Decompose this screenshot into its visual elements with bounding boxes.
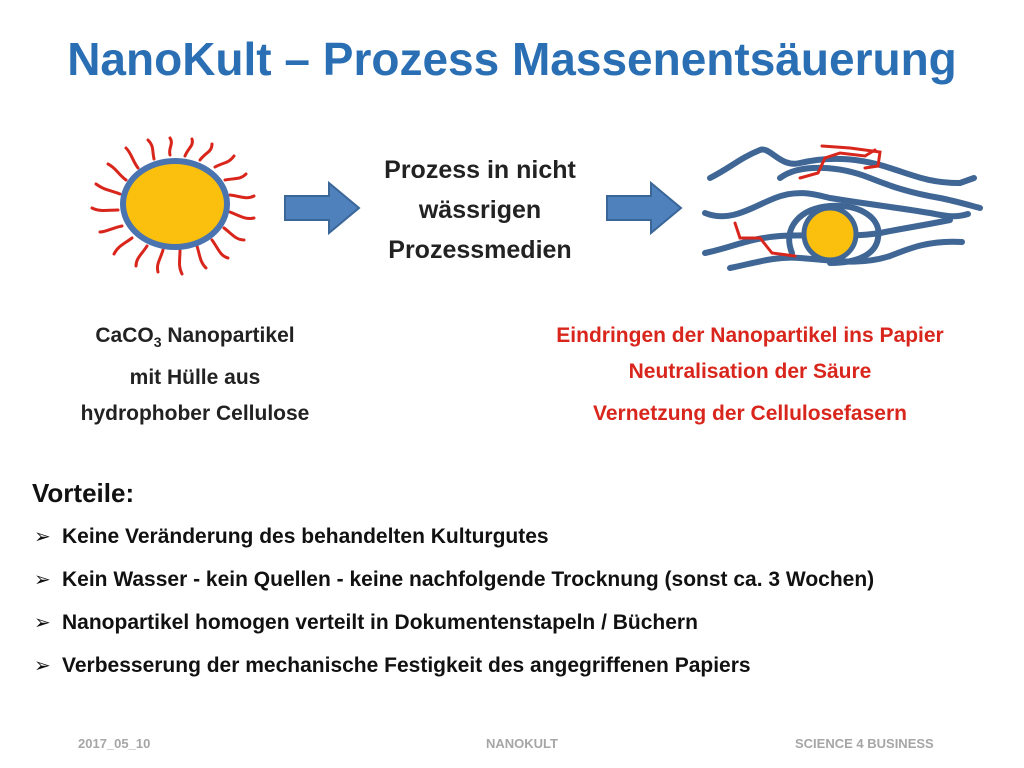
arrow-bullet-icon: ➢ [34,526,51,548]
advantages-heading: Vorteile: [32,478,135,508]
list-item: ➢ Kein Wasser - kein Quellen - keine nachfolgende Trocknung (sonst ca. 3 Wochen) [34,565,874,608]
slide-title: NanoKult – Prozess Massenentsäuerung [67,33,957,85]
footer-project: NANOKULT [486,736,558,751]
result-caption-line3: Vernetzung der Cellulosefasern [593,402,907,425]
arrow-bullet-icon: ➢ [34,655,51,677]
arrow-bullet-icon: ➢ [34,612,51,634]
process-arrow-icon [285,183,361,233]
result-caption-line1: Eindringen der Nanopartikel ins Papier [556,324,944,347]
footer-date: 2017_05_10 [78,736,151,751]
particle-caption-line1: CaCO$_3$ Nanopartikel [95,324,295,351]
result-caption [490,318,1010,432]
process-description [360,150,600,270]
result-caption-line2: Neutralisation der Säure [628,360,872,383]
fiber-network-icon [700,138,990,278]
process-arrow-icon [607,183,683,233]
particle-caption-line3: hydrophober Cellulose [80,402,310,426]
arrow-bullet-icon: ➢ [34,569,51,591]
list-item: ➢ Nanopartikel homogen verteilt in Dokumentenstapeln / Büchern [34,608,874,651]
list-item: ➢ Verbesserung der mechanische Festigkeit des angegriffenen Papiers [34,651,874,694]
list-item: ➢ Keine Veränderung des behandelten Kulturgutes [34,522,874,565]
footer-company: SCIENCE 4 BUSINESS [795,736,934,751]
process-line: Prozessmedien [388,236,572,264]
particle-caption-line2: mit Hülle aus [129,366,261,390]
particle-caption [40,318,350,432]
process-line: Prozess in nicht [384,156,576,184]
process-line: wässrigen [418,196,542,224]
advantages-list [34,522,874,694]
nanoparticle-icon [70,140,270,280]
